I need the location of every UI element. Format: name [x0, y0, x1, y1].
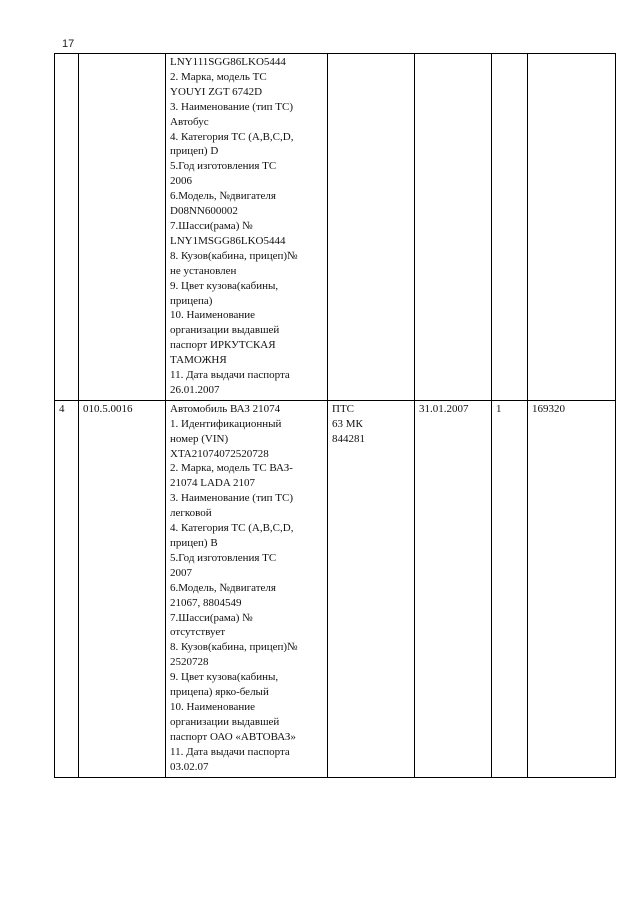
description-lines: [170, 55, 323, 398]
text-line: 3. Наименование (тип ТС): [170, 492, 293, 505]
cell-description: [166, 400, 328, 777]
text-line: номер (VIN): [170, 432, 229, 445]
text-line: 21067, 8804549: [170, 596, 242, 609]
cell-qty: [492, 54, 528, 401]
text-line: 1. Идентификационный: [170, 417, 282, 430]
text-line: 2. Марка, модель ТС: [170, 70, 267, 83]
text-line: паспорт ОАО «АВТОВАЗ»: [170, 730, 296, 743]
text-line: не установлен: [170, 264, 237, 277]
text-line: организации выдавшей: [170, 715, 280, 728]
text-line: YOUYI ZGT 6742D: [170, 85, 263, 98]
text-line: 8. Кузов(кабина, прицеп)№: [170, 641, 298, 654]
text-line: 2. Марка, модель ТС ВАЗ-: [170, 462, 293, 475]
cell-num: 4: [55, 400, 79, 777]
cell-code: [79, 54, 166, 401]
cell-value: 169320: [528, 400, 616, 777]
text-line: 10. Наименование: [170, 309, 256, 322]
text-line: 8. Кузов(кабина, прицеп)№: [170, 249, 298, 262]
text-line: 21074 LADA 2107: [170, 477, 255, 490]
text-line: 11. Дата выдачи паспорта: [170, 745, 290, 758]
text-line: D08NN600002: [170, 205, 238, 218]
text-line: ТАМОЖНЯ: [170, 354, 227, 367]
document-lines: [332, 402, 410, 447]
cell-document: [328, 400, 415, 777]
text-line: легковой: [170, 507, 212, 520]
text-line: 2006: [170, 175, 192, 188]
text-line: 2520728: [170, 656, 209, 669]
text-line: прицепа) ярко-белый: [170, 686, 269, 699]
text-line: 5.Год изготовления ТС: [170, 160, 277, 173]
text-line: 6.Модель, №двигателя: [170, 581, 276, 594]
cell-date: 31.01.2007: [415, 400, 492, 777]
text-line: 2007: [170, 566, 192, 579]
text-line: 3. Наименование (тип ТС): [170, 100, 293, 113]
text-line: 4. Категория ТС (А,В,С,D,: [170, 130, 294, 143]
cell-description: [166, 54, 328, 401]
table-row-continued: [55, 54, 616, 401]
text-line: Автобус: [170, 115, 209, 128]
text-line: ПТС: [332, 402, 354, 415]
description-lines: [170, 402, 323, 775]
vehicle-table: [54, 53, 616, 778]
text-line: LNY111SGG86LKO5444: [170, 56, 286, 68]
cell-document: [328, 54, 415, 401]
text-line: XTA21074072520728: [170, 447, 269, 460]
text-line: 6.Модель, №двигателя: [170, 190, 276, 203]
text-line: 10. Наименование: [170, 700, 256, 713]
text-line: 9. Цвет кузова(кабины,: [170, 671, 279, 684]
text-line: прицеп) В: [170, 537, 218, 549]
cell-qty: 1: [492, 400, 528, 777]
text-line: 5.Год изготовления ТС: [170, 551, 277, 564]
text-line: 4. Категория ТС (А,В,С,D,: [170, 522, 294, 535]
text-line: 11. Дата выдачи паспорта: [170, 369, 290, 382]
cell-date: [415, 54, 492, 401]
table-row-4: [55, 400, 616, 777]
text-line: прицеп) D: [170, 145, 219, 158]
text-line: 9. Цвет кузова(кабины,: [170, 279, 279, 292]
text-line: 63 МК: [332, 417, 363, 430]
text-line: 844281: [332, 432, 365, 445]
text-line: 26.01.2007: [170, 383, 220, 396]
text-line: 7.Шасси(рама) №: [170, 611, 253, 624]
text-line: 03.02.07: [170, 760, 209, 773]
text-line: 7.Шасси(рама) №: [170, 219, 253, 232]
text-line: Автомобиль ВАЗ 21074: [170, 402, 281, 415]
text-line: прицепа): [170, 294, 213, 307]
cell-code: 010.5.0016: [79, 400, 166, 777]
cell-num: [55, 54, 79, 401]
text-line: паспорт ИРКУТСКАЯ: [170, 339, 276, 352]
page-number: 17: [62, 38, 75, 50]
text-line: организации выдавшей: [170, 324, 280, 337]
cell-value: [528, 54, 616, 401]
text-line: LNY1MSGG86LKO5444: [170, 234, 286, 247]
text-line: отсутствует: [170, 626, 226, 639]
